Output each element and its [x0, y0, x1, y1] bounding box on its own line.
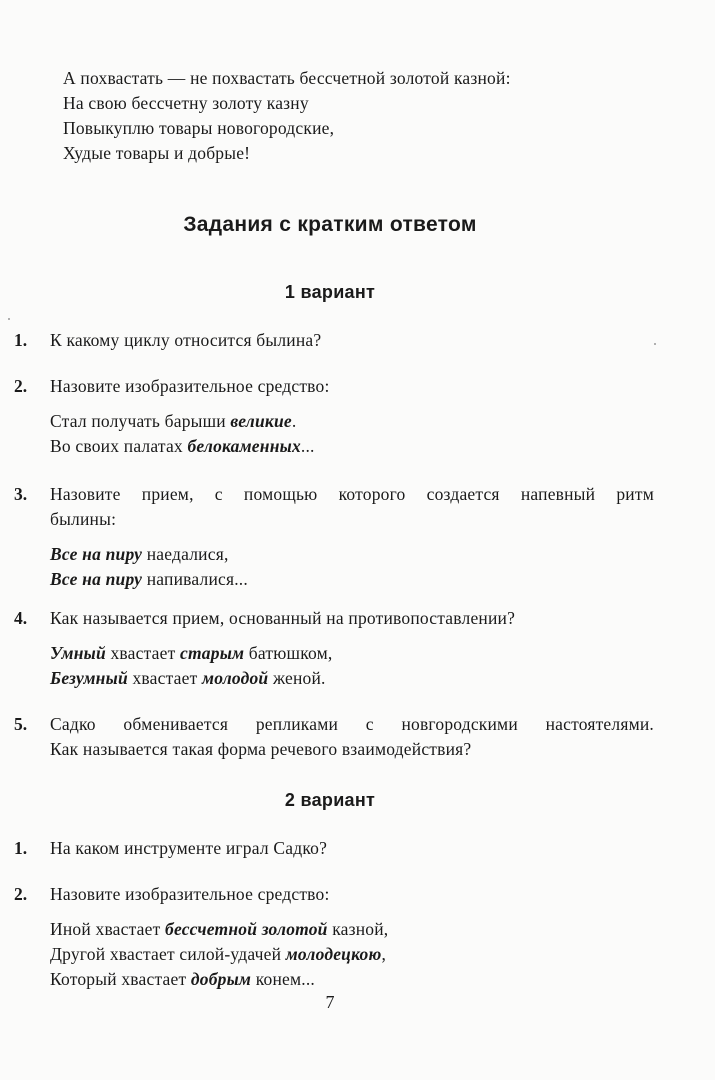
- variant-2-title: 2 вариант: [284, 790, 376, 810]
- poem-line: На свою бессчетну золоту казну: [63, 93, 309, 113]
- quote-line: Все на пиру напивалися...: [50, 569, 248, 589]
- v2-task-2: [14, 882, 654, 992]
- task-question: Назовите изобразительное средство:: [50, 376, 330, 396]
- task-question-line: Назовите прием, с помощью которого создается напевный ритм: [50, 484, 654, 504]
- poem-line: Худые товары и добрые!: [63, 143, 251, 163]
- task-number: 5.: [14, 714, 28, 734]
- task-question: Назовите изобразительное средство:: [50, 884, 330, 904]
- quote-line: Иной хвастает бессчетной золотой казной,: [50, 919, 389, 939]
- highlighted-word: старым: [180, 643, 245, 663]
- highlighted-phrase: бессчетной золотой: [165, 919, 328, 939]
- task-quote: [50, 409, 654, 459]
- task-question: На каком инструменте играл Садко?: [50, 838, 328, 858]
- scan-speck: [654, 343, 656, 345]
- poem-excerpt: [63, 66, 511, 166]
- v1-task-1: [14, 328, 654, 353]
- poem-line: Повыкуплю товары новогородские,: [63, 118, 335, 138]
- v1-task-2: [14, 374, 654, 459]
- v1-task-5: [14, 712, 654, 762]
- variant-1-title: 1 вариант: [284, 282, 376, 302]
- section-title: Задания с кратким ответом: [183, 213, 477, 236]
- task-number: 1.: [14, 838, 28, 858]
- quote-line: Все на пиру наедалися,: [50, 544, 229, 564]
- task-question: Как называется прием, основанный на противопоставлении?: [50, 608, 516, 628]
- page-number: 7: [325, 992, 335, 1012]
- task-number: 1.: [14, 330, 28, 350]
- v2-task-1: [14, 836, 654, 861]
- quote-line: Безумный хвастает молодой женой.: [50, 668, 326, 688]
- quote-line: Который хвастает добрым конем...: [50, 969, 315, 989]
- task-question-line: Садко обменивается репликами с новгородскими настоятелями.: [50, 714, 654, 734]
- highlighted-phrase: Все на пиру: [50, 544, 143, 564]
- highlighted-word: добрым: [190, 969, 252, 989]
- task-question: К какому циклу относится былина?: [50, 330, 322, 350]
- highlighted-word: молодой: [202, 668, 269, 688]
- quote-line: Умный хвастает старым батюшком,: [50, 643, 333, 663]
- task-quote: [50, 641, 654, 691]
- poem-line: А похвастать — не похвастать бессчетной золотой казной:: [63, 68, 511, 88]
- quote-line: Другой хвастает силой-удачей молодецкою,: [50, 944, 387, 964]
- task-question-line: Как называется такая форма речевого взаимодействия?: [50, 739, 472, 759]
- highlighted-word: Умный: [50, 643, 106, 663]
- task-question-line: былины:: [50, 509, 117, 529]
- quote-line: Стал получать барыши великие.: [50, 411, 297, 431]
- v1-task-3: [14, 482, 654, 592]
- v1-task-4: [14, 606, 654, 691]
- task-number: 3.: [14, 484, 28, 504]
- highlighted-word: великие: [230, 411, 292, 431]
- task-number: 4.: [14, 608, 28, 628]
- task-number: 2.: [14, 884, 28, 904]
- highlighted-word: Безумный: [50, 668, 128, 688]
- highlighted-word: белокаменных: [187, 436, 301, 456]
- scan-speck: [8, 318, 10, 320]
- task-quote: [50, 917, 654, 992]
- highlighted-phrase: Все на пиру: [50, 569, 143, 589]
- quote-line: Во своих палатах белокаменных...: [50, 436, 315, 456]
- task-number: 2.: [14, 376, 28, 396]
- highlighted-word: молодецкою: [285, 944, 382, 964]
- task-quote: [50, 542, 654, 592]
